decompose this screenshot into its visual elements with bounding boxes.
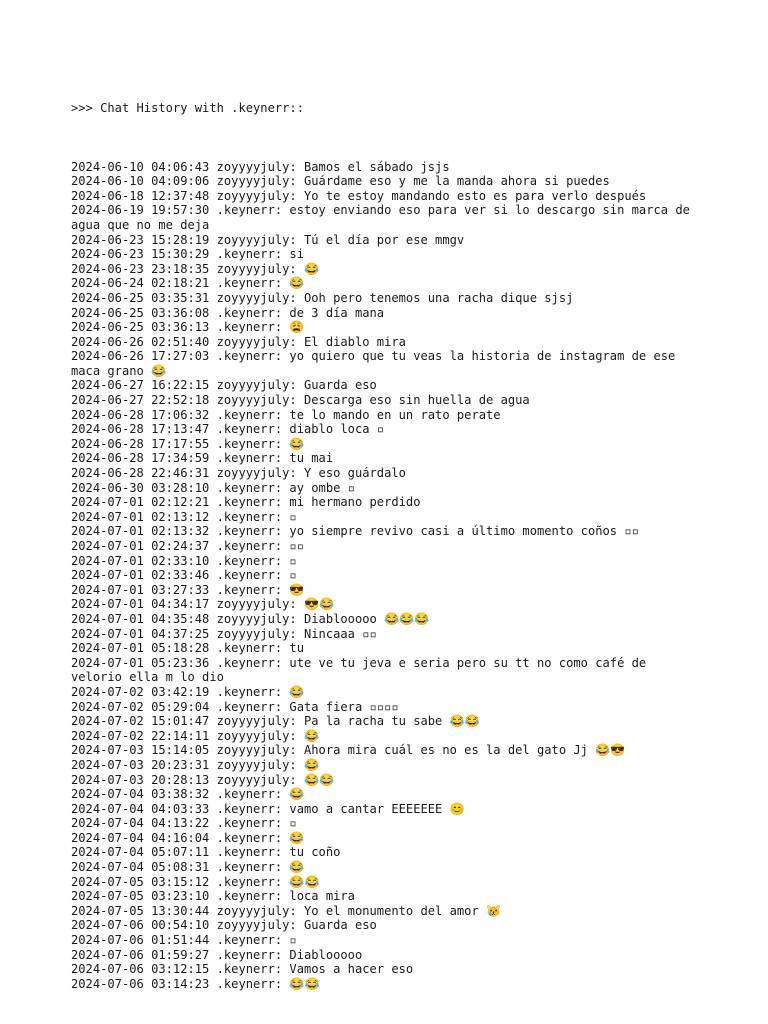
chat-message-line: 2024-07-02 05:29:04 .keynerr: Gata fiera ▫▫▫▫	[71, 699, 399, 714]
chat-message-line: 2024-07-01 05:18:28 .keynerr: tu	[71, 641, 304, 656]
chat-message-line: 2024-07-06 03:14:23 .keynerr: 😂😂	[71, 976, 320, 991]
chat-message-line: 2024-06-30 03:28:10 .keynerr: ay ombe ▫	[71, 480, 355, 495]
chat-message-line: 2024-07-01 02:33:46 .keynerr: ▫	[71, 568, 297, 583]
chat-message-line: 2024-06-28 17:13:47 .keynerr: diablo loca ▫	[71, 422, 385, 437]
chat-message-line: 2024-07-01 02:12:21 .keynerr: mi hermano perdido	[71, 495, 421, 510]
chat-message-line: 2024-07-02 15:01:47 zoyyyyjuly: Pa la racha tu sabe 😂😂	[71, 714, 480, 729]
chat-message-line: 2024-06-28 17:34:59 .keynerr: tu mai	[71, 451, 334, 466]
chat-message-line: 2024-07-03 20:28:13 zoyyyyjuly: 😂😂	[71, 772, 335, 787]
chat-history-header: >>> Chat History with .keynerr::	[71, 101, 304, 116]
chat-message-line: 2024-07-01 02:13:12 .keynerr: ▫	[71, 509, 297, 524]
chat-message-line: 2024-07-06 01:59:27 .keynerr: Diablooooo	[71, 947, 363, 962]
chat-message-line: 2024-06-18 12:37:48 zoyyyyjuly: Yo te estoy mandando esto es para verlo después	[71, 188, 647, 203]
chat-message-line: 2024-07-06 01:51:44 .keynerr: ▫	[71, 933, 297, 948]
chat-message-line: 2024-07-01 04:35:48 zoyyyyjuly: Diablooooo 😂😂😂	[71, 611, 430, 626]
chat-message-line: 2024-07-01 03:27:33 .keynerr: 😎	[71, 582, 305, 597]
chat-message-line: 2024-07-01 02:33:10 .keynerr: ▫	[71, 553, 297, 568]
chat-message-line: 2024-07-06 03:12:15 .keynerr: Vamos a hacer eso	[71, 962, 414, 977]
chat-message-line: 2024-07-03 15:14:05 zoyyyyjuly: Ahora mira cuál es no es la del gato Jj 😂😎	[71, 743, 626, 758]
chat-message-line: 2024-06-26 02:51:40 zoyyyyjuly: El diablo mira	[71, 334, 406, 349]
chat-message-line: 2024-06-27 22:52:18 zoyyyyjuly: Descarga eso sin huella de agua	[71, 393, 530, 408]
chat-message-line: 2024-07-05 03:15:12 .keynerr: 😂😂	[71, 874, 320, 889]
chat-message-line: 2024-06-28 17:17:55 .keynerr: 😂	[71, 436, 305, 451]
chat-history-document	[71, 72, 701, 1006]
chat-message-line: 2024-07-04 05:07:11 .keynerr: tu coño	[71, 845, 341, 860]
chat-message-line: 2024-07-01 04:37:25 zoyyyyjuly: Nincaaa ▫▫	[71, 626, 377, 641]
chat-message-line: 2024-06-25 03:36:08 .keynerr: de 3 día mana	[71, 305, 385, 320]
chat-message-line: 2024-07-05 03:23:10 .keynerr: loca mira	[71, 889, 355, 904]
chat-message-line: 2024-07-02 22:14:11 zoyyyyjuly: 😂	[71, 728, 320, 743]
chat-message-line: 2024-07-02 03:42:19 .keynerr: 😂	[71, 684, 305, 699]
chat-message-line: 2024-07-04 04:03:33 .keynerr: vamo a cantar EEEEEEE 😊	[71, 801, 465, 816]
chat-message-line: 2024-06-26 17:27:03 .keynerr: yo quiero que tu veas la historia de instagram de ese maca grano 😂	[71, 349, 683, 378]
chat-message-line: 2024-06-23 15:30:29 .keynerr: si	[71, 247, 304, 262]
chat-message-line: 2024-07-04 05:08:31 .keynerr: 😂	[71, 860, 305, 875]
chat-message-line: 2024-07-03 20:23:31 zoyyyyjuly: 😂	[71, 757, 320, 772]
chat-message-line: 2024-06-25 03:35:31 zoyyyyjuly: Ooh pero tenemos una racha dique sjsj	[71, 290, 574, 305]
message-list	[71, 160, 701, 992]
chat-message-line: 2024-07-01 02:13:32 .keynerr: yo siempre revivo casi a último momento coños ▫▫	[71, 524, 639, 539]
chat-message-line: 2024-06-10 04:09:06 zoyyyyjuly: Guárdame eso y me la manda ahora si puedes	[71, 174, 610, 189]
chat-message-line: 2024-06-23 15:28:19 zoyyyyjuly: Tú el día por ese mmgv	[71, 232, 465, 247]
chat-message-line: 2024-07-01 04:34:17 zoyyyyjuly: 😎😂	[71, 597, 335, 612]
chat-message-line: 2024-06-19 19:57:30 .keynerr: estoy enviando eso para ver si lo descargo sin marca de agua que no me deja	[71, 203, 698, 232]
chat-message-line: 2024-07-04 03:38:32 .keynerr: 😂	[71, 787, 305, 802]
chat-message-line: 2024-07-01 02:24:37 .keynerr: ▫▫	[71, 539, 304, 553]
chat-message-line: 2024-06-10 04:06:43 zoyyyyjuly: Bamos el sábado jsjs	[71, 159, 450, 174]
chat-message-line: 2024-06-28 22:46:31 zoyyyyjuly: Y eso guárdalo	[71, 466, 406, 481]
chat-message-line: 2024-06-25 03:36:13 .keynerr: 😩	[71, 320, 305, 335]
chat-message-line: 2024-07-05 13:30:44 zoyyyyjuly: Yo el monumento del amor 😿	[71, 903, 502, 918]
chat-message-line: 2024-06-27 16:22:15 zoyyyyjuly: Guarda eso	[71, 378, 377, 393]
chat-message-line: 2024-07-06 00:54:10 zoyyyyjuly: Guarda eso	[71, 918, 377, 933]
chat-message-line: 2024-06-24 02:18:21 .keynerr: 😂	[71, 276, 305, 291]
chat-message-line: 2024-07-04 04:16:04 .keynerr: 😂	[71, 830, 305, 845]
chat-message-line: 2024-06-23 23:18:35 zoyyyyjuly: 😂	[71, 261, 320, 276]
chat-message-line: 2024-07-01 05:23:36 .keynerr: ute ve tu jeva e seria pero su tt no como café de velorio ella m lo dio	[71, 655, 654, 685]
chat-message-line: 2024-06-28 17:06:32 .keynerr: te lo mando en un rato perate	[71, 407, 501, 422]
chat-message-line: 2024-07-04 04:13:22 .keynerr: ▫	[71, 816, 297, 831]
